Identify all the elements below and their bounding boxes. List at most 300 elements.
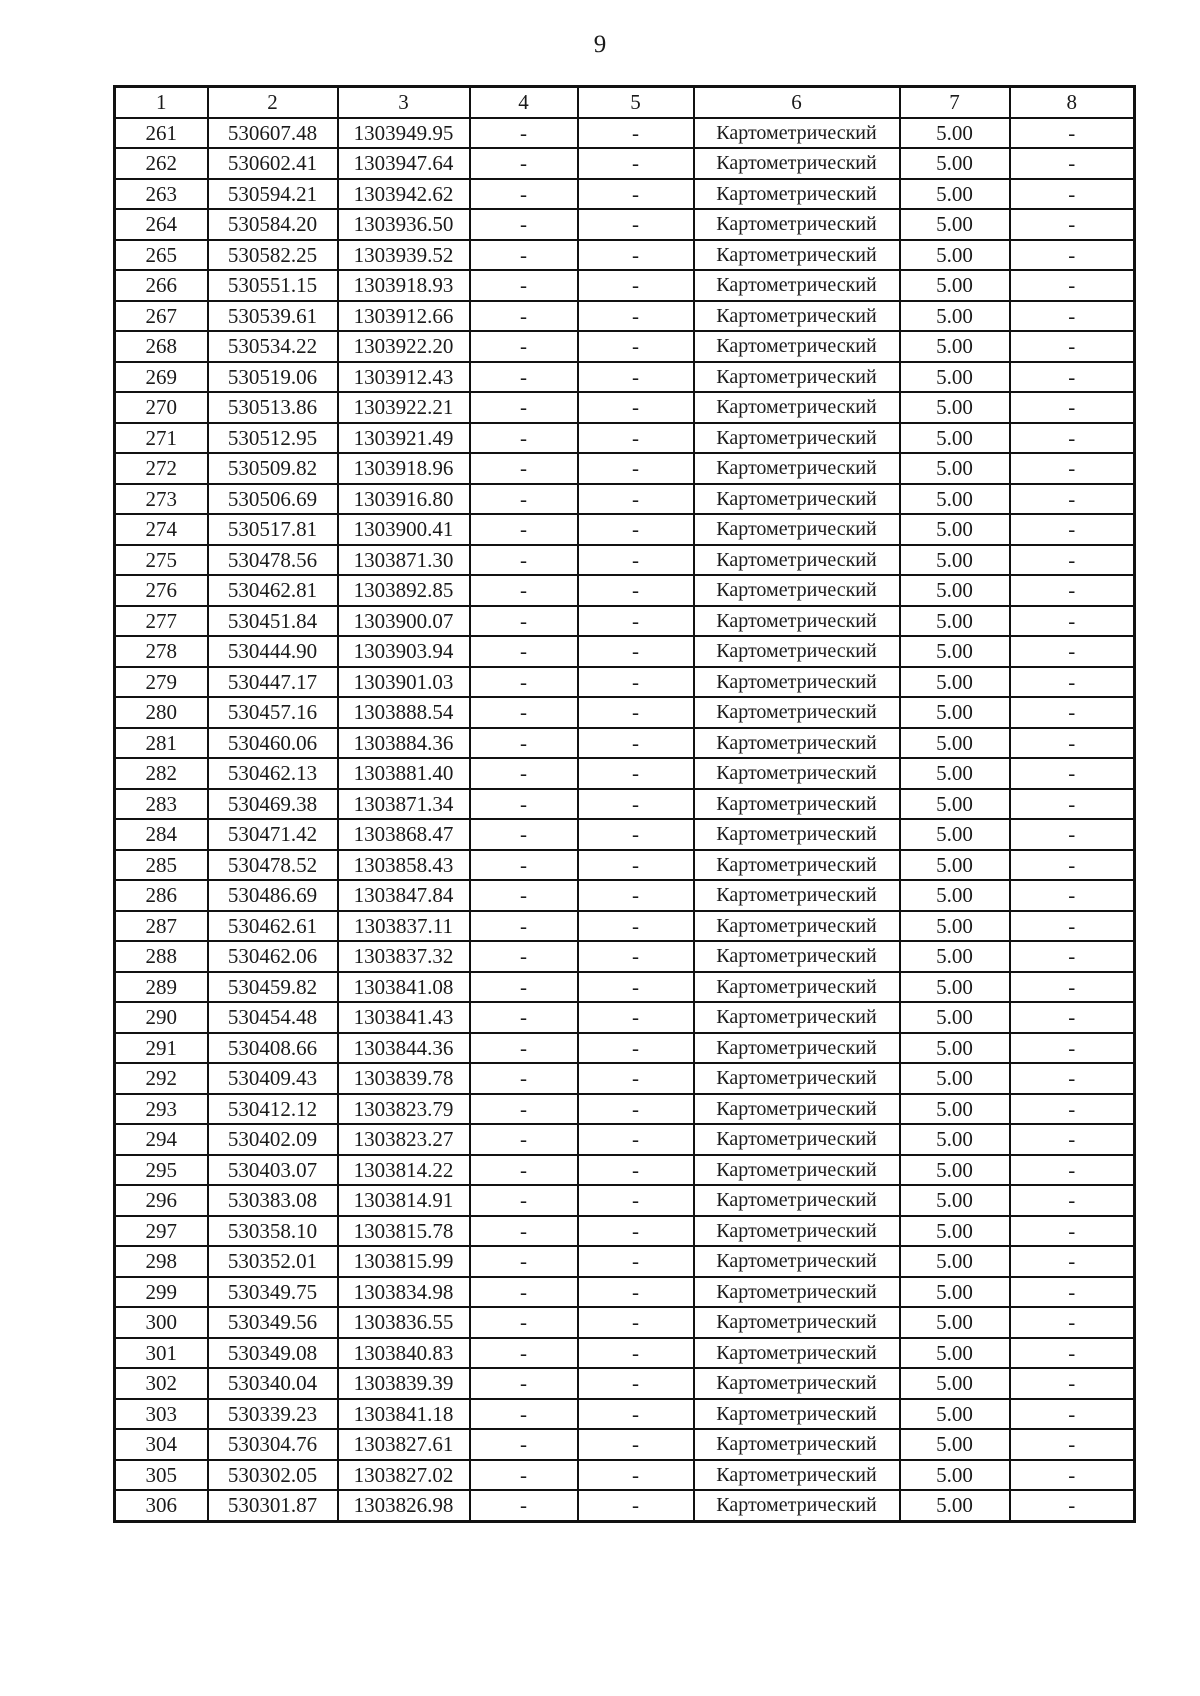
x-coordinate-cell: 530402.09 [208, 1124, 338, 1155]
method-cell: Картометрический [694, 1185, 900, 1216]
column-5-cell: - [578, 209, 694, 240]
column-4-cell: - [470, 423, 578, 454]
column-8-cell: - [1010, 880, 1135, 911]
y-coordinate-cell: 1303840.83 [338, 1338, 470, 1369]
column-8-cell: - [1010, 1368, 1135, 1399]
y-coordinate-cell: 1303827.02 [338, 1460, 470, 1491]
column-4-cell: - [470, 362, 578, 393]
column-8-cell: - [1010, 1338, 1135, 1369]
table-row [115, 606, 1135, 637]
x-coordinate-cell: 530512.95 [208, 423, 338, 454]
accuracy-cell: 5.00 [900, 1338, 1010, 1369]
point-number-cell: 276 [115, 575, 208, 606]
accuracy-cell: 5.00 [900, 1216, 1010, 1247]
y-coordinate-cell: 1303901.03 [338, 667, 470, 698]
column-4-cell: - [470, 636, 578, 667]
table-row [115, 1094, 1135, 1125]
method-cell: Картометрический [694, 880, 900, 911]
method-cell: Картометрический [694, 972, 900, 1003]
column-8-cell: - [1010, 697, 1135, 728]
y-coordinate-cell: 1303888.54 [338, 697, 470, 728]
point-number-cell: 285 [115, 850, 208, 881]
x-coordinate-cell: 530506.69 [208, 484, 338, 515]
y-coordinate-cell: 1303814.22 [338, 1155, 470, 1186]
accuracy-cell: 5.00 [900, 514, 1010, 545]
column-4-cell: - [470, 1460, 578, 1491]
accuracy-cell: 5.00 [900, 697, 1010, 728]
table-row [115, 667, 1135, 698]
accuracy-cell: 5.00 [900, 1429, 1010, 1460]
column-5-cell: - [578, 1155, 694, 1186]
point-number-cell: 280 [115, 697, 208, 728]
method-cell: Картометрический [694, 545, 900, 576]
column-5-cell: - [578, 1460, 694, 1491]
y-coordinate-cell: 1303912.66 [338, 301, 470, 332]
column-5-cell: - [578, 1033, 694, 1064]
column-header: 2 [208, 87, 338, 118]
y-coordinate-cell: 1303858.43 [338, 850, 470, 881]
accuracy-cell: 5.00 [900, 1277, 1010, 1308]
column-8-cell: - [1010, 240, 1135, 271]
point-number-cell: 292 [115, 1063, 208, 1094]
x-coordinate-cell: 530582.25 [208, 240, 338, 271]
column-8-cell: - [1010, 484, 1135, 515]
y-coordinate-cell: 1303815.78 [338, 1216, 470, 1247]
column-4-cell: - [470, 819, 578, 850]
x-coordinate-cell: 530539.61 [208, 301, 338, 332]
method-cell: Картометрический [694, 575, 900, 606]
y-coordinate-cell: 1303900.07 [338, 606, 470, 637]
method-cell: Картометрический [694, 1490, 900, 1521]
point-number-cell: 269 [115, 362, 208, 393]
point-number-cell: 271 [115, 423, 208, 454]
table-row [115, 331, 1135, 362]
table-header-row [115, 87, 1135, 118]
column-4-cell: - [470, 880, 578, 911]
method-cell: Картометрический [694, 1429, 900, 1460]
column-5-cell: - [578, 362, 694, 393]
x-coordinate-cell: 530594.21 [208, 179, 338, 210]
y-coordinate-cell: 1303918.96 [338, 453, 470, 484]
column-4-cell: - [470, 1399, 578, 1430]
x-coordinate-cell: 530462.61 [208, 911, 338, 942]
x-coordinate-cell: 530409.43 [208, 1063, 338, 1094]
column-5-cell: - [578, 1277, 694, 1308]
x-coordinate-cell: 530486.69 [208, 880, 338, 911]
x-coordinate-cell: 530513.86 [208, 392, 338, 423]
y-coordinate-cell: 1303918.93 [338, 270, 470, 301]
method-cell: Картометрический [694, 423, 900, 454]
column-8-cell: - [1010, 148, 1135, 179]
column-5-cell: - [578, 1216, 694, 1247]
x-coordinate-cell: 530471.42 [208, 819, 338, 850]
accuracy-cell: 5.00 [900, 545, 1010, 576]
accuracy-cell: 5.00 [900, 880, 1010, 911]
column-8-cell: - [1010, 1094, 1135, 1125]
point-number-cell: 302 [115, 1368, 208, 1399]
column-8-cell: - [1010, 270, 1135, 301]
x-coordinate-cell: 530460.06 [208, 728, 338, 759]
column-4-cell: - [470, 484, 578, 515]
accuracy-cell: 5.00 [900, 606, 1010, 637]
column-8-cell: - [1010, 514, 1135, 545]
y-coordinate-cell: 1303836.55 [338, 1307, 470, 1338]
point-number-cell: 286 [115, 880, 208, 911]
point-number-cell: 281 [115, 728, 208, 759]
point-number-cell: 293 [115, 1094, 208, 1125]
y-coordinate-cell: 1303922.21 [338, 392, 470, 423]
table-row [115, 301, 1135, 332]
accuracy-cell: 5.00 [900, 1307, 1010, 1338]
table-row [115, 819, 1135, 850]
point-number-cell: 272 [115, 453, 208, 484]
y-coordinate-cell: 1303839.78 [338, 1063, 470, 1094]
point-number-cell: 283 [115, 789, 208, 820]
method-cell: Картометрический [694, 240, 900, 271]
column-4-cell: - [470, 1277, 578, 1308]
accuracy-cell: 5.00 [900, 667, 1010, 698]
table-row [115, 270, 1135, 301]
y-coordinate-cell: 1303823.79 [338, 1094, 470, 1125]
column-4-cell: - [470, 1490, 578, 1521]
table-row [115, 972, 1135, 1003]
accuracy-cell: 5.00 [900, 575, 1010, 606]
accuracy-cell: 5.00 [900, 636, 1010, 667]
column-5-cell: - [578, 331, 694, 362]
accuracy-cell: 5.00 [900, 941, 1010, 972]
column-5-cell: - [578, 1185, 694, 1216]
column-8-cell: - [1010, 1246, 1135, 1277]
table-row [115, 1277, 1135, 1308]
accuracy-cell: 5.00 [900, 1185, 1010, 1216]
method-cell: Картометрический [694, 1155, 900, 1186]
column-5-cell: - [578, 1490, 694, 1521]
column-8-cell: - [1010, 606, 1135, 637]
x-coordinate-cell: 530478.52 [208, 850, 338, 881]
y-coordinate-cell: 1303903.94 [338, 636, 470, 667]
column-5-cell: - [578, 423, 694, 454]
point-number-cell: 282 [115, 758, 208, 789]
method-cell: Картометрический [694, 148, 900, 179]
accuracy-cell: 5.00 [900, 423, 1010, 454]
column-5-cell: - [578, 453, 694, 484]
method-cell: Картометрический [694, 850, 900, 881]
column-4-cell: - [470, 392, 578, 423]
column-4-cell: - [470, 148, 578, 179]
table-row [115, 850, 1135, 881]
method-cell: Картометрический [694, 1094, 900, 1125]
column-4-cell: - [470, 972, 578, 1003]
column-4-cell: - [470, 667, 578, 698]
table-row [115, 1124, 1135, 1155]
column-4-cell: - [470, 1063, 578, 1094]
method-cell: Картометрический [694, 1124, 900, 1155]
accuracy-cell: 5.00 [900, 758, 1010, 789]
point-number-cell: 268 [115, 331, 208, 362]
method-cell: Картометрический [694, 636, 900, 667]
method-cell: Картометрический [694, 606, 900, 637]
column-8-cell: - [1010, 392, 1135, 423]
method-cell: Картометрический [694, 209, 900, 240]
column-8-cell: - [1010, 819, 1135, 850]
point-number-cell: 303 [115, 1399, 208, 1430]
column-5-cell: - [578, 545, 694, 576]
table-row [115, 1399, 1135, 1430]
method-cell: Картометрический [694, 819, 900, 850]
column-5-cell: - [578, 850, 694, 881]
point-number-cell: 290 [115, 1002, 208, 1033]
x-coordinate-cell: 530457.16 [208, 697, 338, 728]
column-8-cell: - [1010, 667, 1135, 698]
column-4-cell: - [470, 1429, 578, 1460]
accuracy-cell: 5.00 [900, 911, 1010, 942]
method-cell: Картометрический [694, 1277, 900, 1308]
y-coordinate-cell: 1303892.85 [338, 575, 470, 606]
method-cell: Картометрический [694, 1216, 900, 1247]
method-cell: Картометрический [694, 1063, 900, 1094]
accuracy-cell: 5.00 [900, 331, 1010, 362]
column-8-cell: - [1010, 758, 1135, 789]
accuracy-cell: 5.00 [900, 240, 1010, 271]
column-5-cell: - [578, 972, 694, 1003]
column-5-cell: - [578, 911, 694, 942]
method-cell: Картометрический [694, 1246, 900, 1277]
accuracy-cell: 5.00 [900, 972, 1010, 1003]
table-row [115, 758, 1135, 789]
column-4-cell: - [470, 240, 578, 271]
column-8-cell: - [1010, 1307, 1135, 1338]
column-5-cell: - [578, 1338, 694, 1369]
x-coordinate-cell: 530551.15 [208, 270, 338, 301]
table-row [115, 1246, 1135, 1277]
x-coordinate-cell: 530462.81 [208, 575, 338, 606]
method-cell: Картометрический [694, 1307, 900, 1338]
method-cell: Картометрический [694, 1368, 900, 1399]
column-5-cell: - [578, 179, 694, 210]
accuracy-cell: 5.00 [900, 850, 1010, 881]
column-5-cell: - [578, 606, 694, 637]
method-cell: Картометрический [694, 514, 900, 545]
x-coordinate-cell: 530607.48 [208, 118, 338, 149]
column-4-cell: - [470, 1368, 578, 1399]
column-5-cell: - [578, 1124, 694, 1155]
method-cell: Картометрический [694, 911, 900, 942]
point-number-cell: 263 [115, 179, 208, 210]
column-8-cell: - [1010, 575, 1135, 606]
point-number-cell: 274 [115, 514, 208, 545]
accuracy-cell: 5.00 [900, 1399, 1010, 1430]
column-5-cell: - [578, 1368, 694, 1399]
column-8-cell: - [1010, 301, 1135, 332]
column-4-cell: - [470, 270, 578, 301]
column-header: 5 [578, 87, 694, 118]
point-number-cell: 298 [115, 1246, 208, 1277]
method-cell: Картометрический [694, 789, 900, 820]
accuracy-cell: 5.00 [900, 453, 1010, 484]
column-4-cell: - [470, 179, 578, 210]
y-coordinate-cell: 1303844.36 [338, 1033, 470, 1064]
x-coordinate-cell: 530403.07 [208, 1155, 338, 1186]
point-number-cell: 275 [115, 545, 208, 576]
x-coordinate-cell: 530349.56 [208, 1307, 338, 1338]
column-4-cell: - [470, 301, 578, 332]
column-8-cell: - [1010, 1429, 1135, 1460]
y-coordinate-cell: 1303949.95 [338, 118, 470, 149]
column-4-cell: - [470, 1124, 578, 1155]
column-8-cell: - [1010, 362, 1135, 393]
point-number-cell: 266 [115, 270, 208, 301]
point-number-cell: 273 [115, 484, 208, 515]
point-number-cell: 264 [115, 209, 208, 240]
table-row [115, 880, 1135, 911]
point-number-cell: 270 [115, 392, 208, 423]
y-coordinate-cell: 1303868.47 [338, 819, 470, 850]
column-header: 1 [115, 87, 208, 118]
column-8-cell: - [1010, 118, 1135, 149]
column-8-cell: - [1010, 972, 1135, 1003]
x-coordinate-cell: 530462.06 [208, 941, 338, 972]
accuracy-cell: 5.00 [900, 1094, 1010, 1125]
column-5-cell: - [578, 575, 694, 606]
x-coordinate-cell: 530451.84 [208, 606, 338, 637]
point-number-cell: 291 [115, 1033, 208, 1064]
accuracy-cell: 5.00 [900, 1246, 1010, 1277]
x-coordinate-cell: 530584.20 [208, 209, 338, 240]
y-coordinate-cell: 1303826.98 [338, 1490, 470, 1521]
column-header: 7 [900, 87, 1010, 118]
table-row [115, 392, 1135, 423]
accuracy-cell: 5.00 [900, 819, 1010, 850]
column-5-cell: - [578, 789, 694, 820]
column-5-cell: - [578, 758, 694, 789]
column-8-cell: - [1010, 209, 1135, 240]
x-coordinate-cell: 530383.08 [208, 1185, 338, 1216]
accuracy-cell: 5.00 [900, 1490, 1010, 1521]
column-4-cell: - [470, 545, 578, 576]
column-4-cell: - [470, 758, 578, 789]
point-number-cell: 295 [115, 1155, 208, 1186]
column-8-cell: - [1010, 636, 1135, 667]
y-coordinate-cell: 1303884.36 [338, 728, 470, 759]
y-coordinate-cell: 1303841.43 [338, 1002, 470, 1033]
table-row [115, 209, 1135, 240]
column-4-cell: - [470, 209, 578, 240]
column-4-cell: - [470, 850, 578, 881]
table-row [115, 789, 1135, 820]
accuracy-cell: 5.00 [900, 1033, 1010, 1064]
y-coordinate-cell: 1303871.34 [338, 789, 470, 820]
method-cell: Картометрический [694, 758, 900, 789]
column-5-cell: - [578, 484, 694, 515]
column-5-cell: - [578, 941, 694, 972]
table-row [115, 1429, 1135, 1460]
point-number-cell: 279 [115, 667, 208, 698]
column-header: 3 [338, 87, 470, 118]
point-number-cell: 261 [115, 118, 208, 149]
x-coordinate-cell: 530339.23 [208, 1399, 338, 1430]
x-coordinate-cell: 530602.41 [208, 148, 338, 179]
column-header: 4 [470, 87, 578, 118]
column-4-cell: - [470, 1185, 578, 1216]
column-5-cell: - [578, 392, 694, 423]
x-coordinate-cell: 530519.06 [208, 362, 338, 393]
column-8-cell: - [1010, 1460, 1135, 1491]
point-number-cell: 304 [115, 1429, 208, 1460]
column-4-cell: - [470, 1338, 578, 1369]
point-number-cell: 277 [115, 606, 208, 637]
y-coordinate-cell: 1303837.32 [338, 941, 470, 972]
method-cell: Картометрический [694, 697, 900, 728]
column-4-cell: - [470, 453, 578, 484]
y-coordinate-cell: 1303900.41 [338, 514, 470, 545]
column-5-cell: - [578, 1246, 694, 1277]
table-row [115, 1368, 1135, 1399]
point-number-cell: 265 [115, 240, 208, 271]
column-8-cell: - [1010, 1216, 1135, 1247]
column-4-cell: - [470, 1094, 578, 1125]
column-5-cell: - [578, 514, 694, 545]
x-coordinate-cell: 530447.17 [208, 667, 338, 698]
y-coordinate-cell: 1303942.62 [338, 179, 470, 210]
table-row [115, 1063, 1135, 1094]
point-number-cell: 305 [115, 1460, 208, 1491]
table-row [115, 1307, 1135, 1338]
column-8-cell: - [1010, 179, 1135, 210]
x-coordinate-cell: 530444.90 [208, 636, 338, 667]
method-cell: Картометрический [694, 301, 900, 332]
column-8-cell: - [1010, 1185, 1135, 1216]
method-cell: Картометрический [694, 1338, 900, 1369]
x-coordinate-cell: 530340.04 [208, 1368, 338, 1399]
column-5-cell: - [578, 697, 694, 728]
x-coordinate-cell: 530352.01 [208, 1246, 338, 1277]
x-coordinate-cell: 530509.82 [208, 453, 338, 484]
column-5-cell: - [578, 1094, 694, 1125]
y-coordinate-cell: 1303814.91 [338, 1185, 470, 1216]
table-row [115, 575, 1135, 606]
column-5-cell: - [578, 728, 694, 759]
table-row [115, 1185, 1135, 1216]
table-row [115, 1155, 1135, 1186]
column-4-cell: - [470, 941, 578, 972]
accuracy-cell: 5.00 [900, 1368, 1010, 1399]
column-header: 8 [1010, 87, 1135, 118]
method-cell: Картометрический [694, 118, 900, 149]
point-number-cell: 299 [115, 1277, 208, 1308]
point-number-cell: 278 [115, 636, 208, 667]
column-5-cell: - [578, 301, 694, 332]
x-coordinate-cell: 530462.13 [208, 758, 338, 789]
y-coordinate-cell: 1303912.43 [338, 362, 470, 393]
column-5-cell: - [578, 667, 694, 698]
y-coordinate-cell: 1303947.64 [338, 148, 470, 179]
column-4-cell: - [470, 1246, 578, 1277]
method-cell: Картометрический [694, 1460, 900, 1491]
point-number-cell: 284 [115, 819, 208, 850]
page-number: 9 [593, 31, 607, 58]
y-coordinate-cell: 1303916.80 [338, 484, 470, 515]
y-coordinate-cell: 1303841.18 [338, 1399, 470, 1430]
column-8-cell: - [1010, 850, 1135, 881]
x-coordinate-cell: 530358.10 [208, 1216, 338, 1247]
method-cell: Картометрический [694, 179, 900, 210]
y-coordinate-cell: 1303823.27 [338, 1124, 470, 1155]
column-4-cell: - [470, 1033, 578, 1064]
y-coordinate-cell: 1303921.49 [338, 423, 470, 454]
x-coordinate-cell: 530454.48 [208, 1002, 338, 1033]
column-8-cell: - [1010, 1033, 1135, 1064]
x-coordinate-cell: 530302.05 [208, 1460, 338, 1491]
